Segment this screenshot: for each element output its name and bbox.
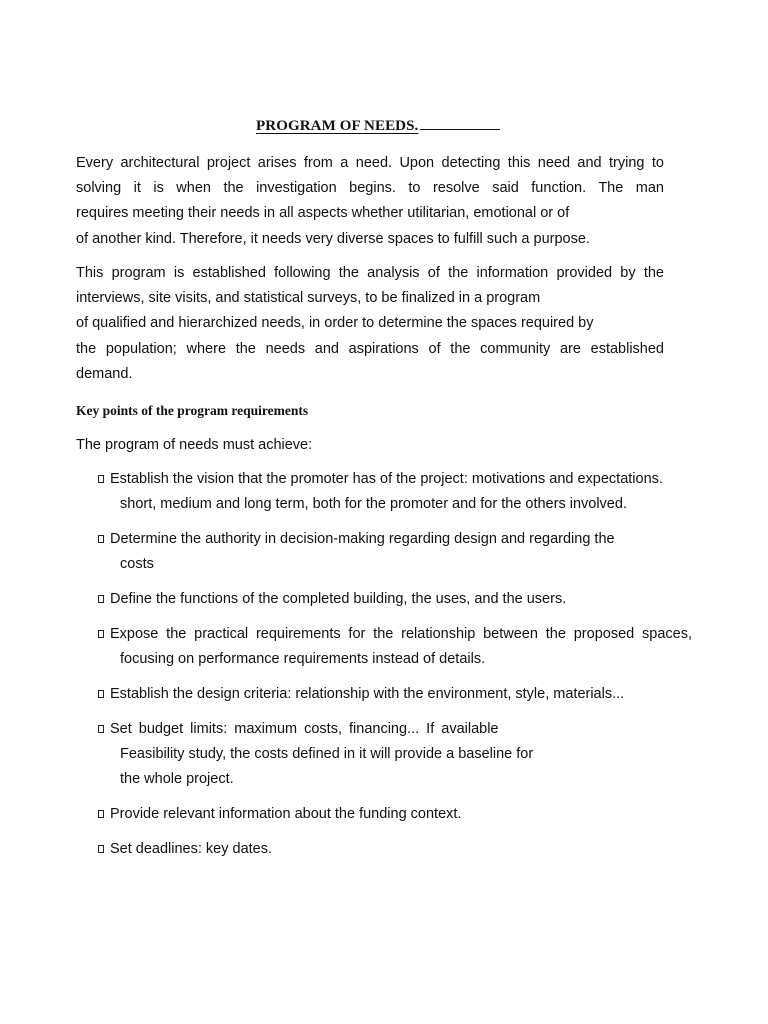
- list-item: [98, 622, 692, 672]
- paragraph-line: the population; where the needs and aspirations of the community are established: [76, 340, 664, 357]
- paragraph-1: [76, 151, 664, 252]
- page-title: [256, 116, 500, 136]
- list-item: [98, 802, 692, 827]
- list-item-continuation: costs: [120, 556, 154, 573]
- list-item: [98, 587, 692, 612]
- list-item-text: Expose the practical requirements for the relationship between the proposed spaces,: [110, 626, 692, 642]
- paragraph-line: solving it is when the investigation begins. to resolve said function. The man: [76, 180, 664, 197]
- list-item-continuation: focusing on performance requirements instead of details.: [120, 651, 486, 668]
- paragraph-line: demand.: [76, 365, 133, 382]
- intro-text: The program of needs must achieve:: [76, 437, 313, 453]
- list-item: [98, 717, 692, 793]
- section-heading: Key points of the program requirements: [76, 403, 309, 418]
- checkbox-bullet-icon: [98, 810, 104, 818]
- list-item-continuation: Feasibility study, the costs defined in it will provide a baseline for: [120, 746, 534, 763]
- list-item-text: Provide relevant information about the funding context.: [110, 806, 462, 822]
- list-item: [98, 527, 692, 577]
- list-item-text: Set budget limits: maximum costs, financing... If available: [110, 721, 499, 737]
- list-item: [98, 837, 692, 862]
- paragraph-line: of qualified and hierarchized needs, in order to determine the spaces required by: [76, 315, 594, 332]
- checkbox-bullet-icon: [98, 690, 104, 698]
- checkbox-bullet-icon: [98, 595, 104, 603]
- title-underline: [420, 117, 500, 130]
- list-item-text: Establish the design criteria: relationship with the environment, style, materials...: [110, 686, 625, 702]
- list-item-continuation: short, medium and long term, both for the promoter and for the others involved.: [120, 496, 627, 513]
- paragraph-line: requires meeting their needs in all aspects whether utilitarian, emotional or of: [76, 205, 570, 222]
- checkbox-bullet-icon: [98, 535, 104, 543]
- checkbox-bullet-icon: [98, 725, 104, 733]
- list-item-continuation: the whole project.: [120, 771, 234, 788]
- list-item-text: Define the functions of the completed building, the uses, and the users.: [110, 591, 567, 607]
- paragraph-2: [76, 261, 664, 387]
- list-item-text: Set deadlines: key dates.: [110, 841, 273, 857]
- paragraph-line: interviews, site visits, and statistical surveys, to be finalized in a program: [76, 290, 541, 307]
- list-item: [98, 682, 692, 707]
- checkbox-bullet-icon: [98, 845, 104, 853]
- list-item: [98, 467, 692, 517]
- list-item-text: Determine the authority in decision-making regarding design and regarding the: [110, 531, 615, 547]
- paragraph-line: of another kind. Therefore, it needs very diverse spaces to fulfill such a purpose.: [76, 230, 590, 247]
- checkbox-bullet-icon: [98, 630, 104, 638]
- checkbox-bullet-icon: [98, 475, 104, 483]
- page-title-text: PROGRAM OF NEEDS.: [256, 118, 419, 134]
- paragraph-line: This program is established following the analysis of the information provided by the: [76, 265, 664, 281]
- paragraph-line: Every architectural project arises from a need. Upon detecting this need and trying to: [76, 155, 664, 171]
- list-item-text: Establish the vision that the promoter has of the project: motivations and expectations.: [110, 471, 663, 487]
